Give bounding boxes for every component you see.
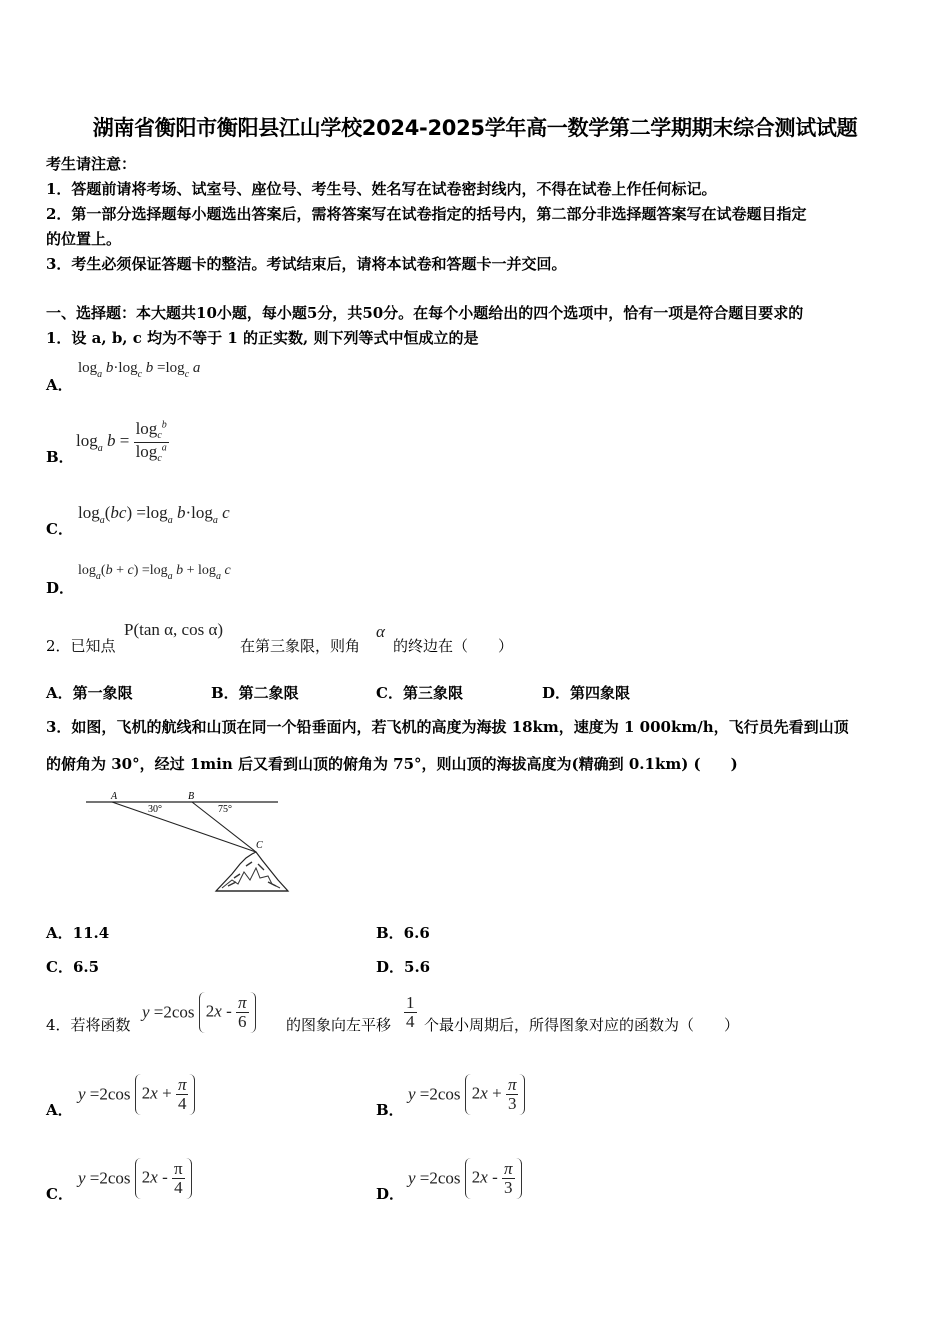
q3-stem-line2: 的俯角为 30°，经过 1min 后又看到山顶的俯角为 75°，则山顶的海拔高度为(精确到 0.1km) ( ) <box>46 755 738 773</box>
angle-75: 75° <box>218 804 232 815</box>
q3-option-d: D．5.6 <box>376 958 431 976</box>
q1-option-d-formula: $\log_a(b + c) =\log_a$ $b + \log_a c$ <box>78 563 231 582</box>
notice-item: 1．答题前请将考场、试室号、座位号、考生号、姓名写在试卷密封线内，不得在试卷上作任何标记。 <box>46 180 717 198</box>
q3-mountain-figure <box>82 788 292 898</box>
q4-option-c-formula: y =2cos 2x - $\frac{\pi}{4}$ <box>78 1158 192 1199</box>
q4-stem-start: 4．若将函数 <box>46 1016 131 1034</box>
q2-option-b: B．第二象限 <box>211 684 299 702</box>
q2-stem-mid: 在第三象限，则角 <box>240 637 361 655</box>
q2-point-formula: P(tan α, cos α) <box>124 620 224 639</box>
notice-heading: 考生请注意： <box>46 155 137 173</box>
q4-function-formula: y =2cos 2x - $\frac{\pi}{6}$ <box>142 992 256 1033</box>
q2-option-a: A．第一象限 <box>46 684 133 702</box>
q4-quarter-fraction: $\frac{1}{4}$ <box>406 993 415 1031</box>
label-a: A <box>111 791 118 802</box>
q4-stem-end: 个最小周期后，所得图象对应的函数为（ ） <box>424 1016 740 1034</box>
mountain-icon <box>216 852 288 891</box>
q4-stem-mid: 的图象向左平移 <box>286 1016 392 1034</box>
notice-item: 3．考生必须保证答题卡的整洁。考试结束后，请将本试卷和答题卡一并交回。 <box>46 255 567 273</box>
q2-option-d: D．第四象限 <box>542 684 631 702</box>
q4-option-b-label: B． <box>376 1101 404 1119</box>
notice-item: 2．第一部分选择题每小题选出答案后，需将答案写在试卷指定的括号内，第二部分非选择题答案写在试卷题目指定 <box>46 205 807 223</box>
q2-alpha: α <box>376 622 385 641</box>
q3-stem-line1: 3．如图，飞机的航线和山顶在同一个铅垂面内，若飞机的高度为海拔 18km，速度为 1 000km/h，飞行员先看到山顶 <box>46 718 849 736</box>
q4-option-d-label: D． <box>376 1185 405 1203</box>
notice-item: 的位置上。 <box>46 230 122 248</box>
q2-option-c: C．第三象限 <box>376 684 463 702</box>
section-heading: 一、选择题：本大题共10小题，每小题5分，共50分。在每个小题给出的四个选项中，恰有一项是符合题目要求的 <box>46 304 804 322</box>
q1-option-c-label: C． <box>46 520 73 538</box>
q1-option-d-label: D． <box>46 579 75 597</box>
sightline-a <box>112 802 256 852</box>
label-c: C <box>256 840 263 851</box>
q1-option-c-formula: $\log_a(bc) =\log_a$ $b\cdot\log_a$ c <box>78 503 230 526</box>
q2-stem-start: 2．已知点 <box>46 637 116 655</box>
q2-stem-end: 的终边在（ ） <box>393 637 514 655</box>
q3-option-c: C．6.5 <box>46 958 100 976</box>
q1-option-b-formula: $\log_a b$ = $\frac{\log_c^b}{\log_c^a}$ <box>76 419 167 464</box>
q4-option-b-formula: y =2cos 2x + $\frac{\pi}{3}$ <box>408 1074 525 1115</box>
q1-option-a-formula: $\log_a b\cdot\log_c$ $b =\log_c$ a <box>78 360 201 380</box>
q3-option-a: A．11.4 <box>46 924 110 942</box>
q3-option-b: B．6.6 <box>376 924 430 942</box>
q4-option-a-label: A． <box>46 1101 73 1119</box>
q4-option-a-formula: y =2cos 2x + $\frac{\pi}{4}$ <box>78 1074 195 1115</box>
q4-option-c-label: C． <box>46 1185 73 1203</box>
q1-option-b-label: B． <box>46 448 74 466</box>
q1-stem: 1．设 a, b, c 均为不等于 1 的正实数, 则下列等式中恒成立的是 <box>46 329 479 347</box>
page-title: 湖南省衡阳市衡阳县江山学校2024-2025学年高一数学第二学期期末综合测试试题 <box>92 116 858 140</box>
q4-option-d-formula: y =2cos 2x - $\frac{\pi}{3}$ <box>408 1158 522 1199</box>
label-b: B <box>188 791 195 802</box>
q1-option-a-label: A． <box>46 376 73 394</box>
angle-30: 30° <box>148 804 162 815</box>
